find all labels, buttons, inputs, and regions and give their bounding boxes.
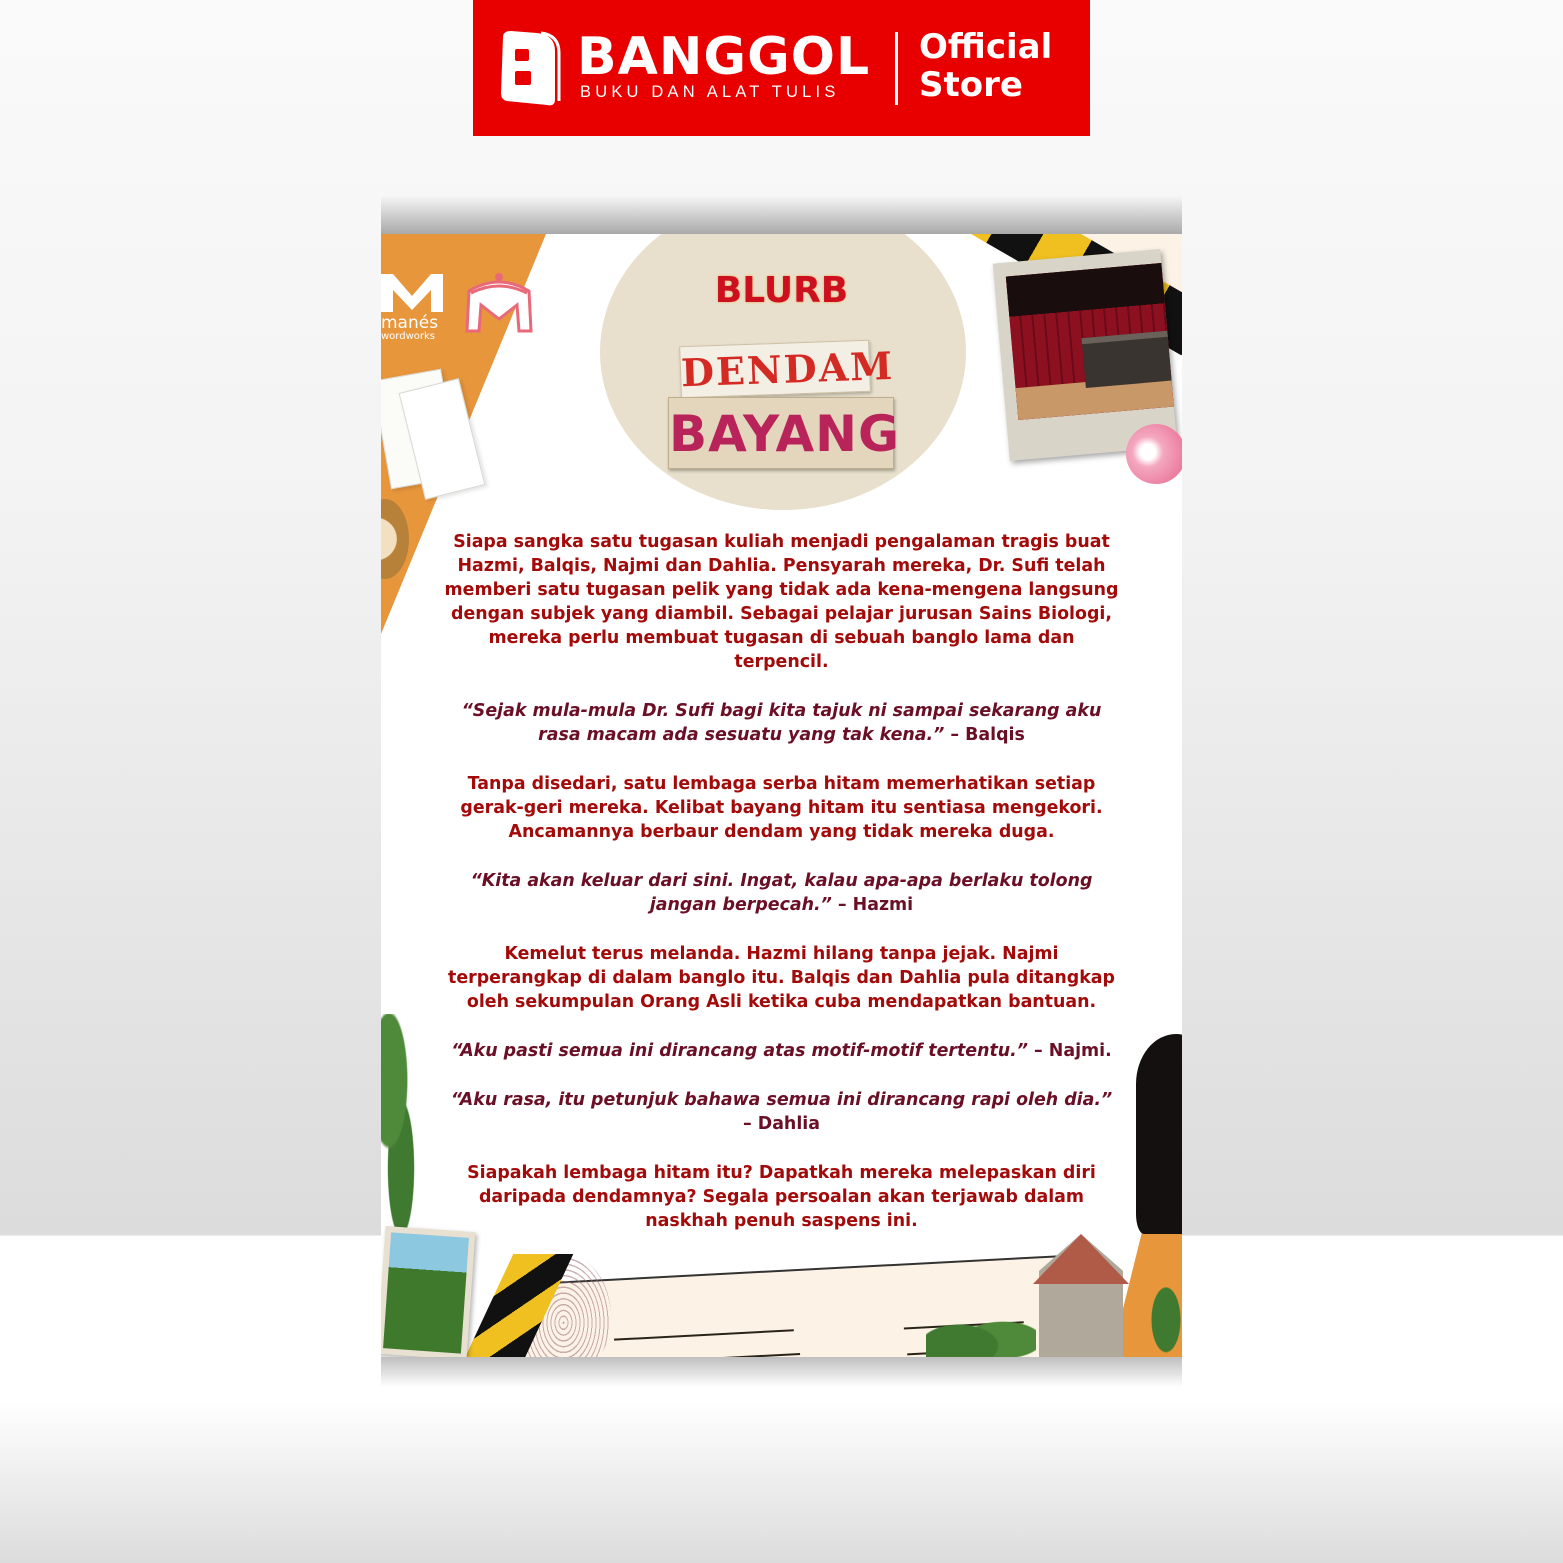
quote-text: “Aku pasti semua ini dirancang atas motif-motif tertentu.” [451,1041,1028,1061]
official-store-label [919,28,1052,104]
text-line: Siapa sangka satu tugasan kuliah menjadi pengalaman tragis buat [453,532,1110,552]
text-line: terperangkap di dalam banglo itu. Balqis dan Dahlia pula ditangkap [448,968,1115,988]
text-line: “Kita akan keluar dari sini. Ingat, kalau apa-apa berlaku tolong [470,871,1093,891]
blurb-paragraph-3 [422,942,1142,1014]
text-line: oleh sekumpulan Orang Asli ketika cuba mendapatkan bantuan. [466,992,1097,1012]
text-line: gerak-geri mereka. Kelibat bayang hitam itu sentiasa mengekori. [460,798,1103,818]
waterfall-photo [381,1226,475,1357]
official-line-2: Store [919,65,1023,105]
text-line [422,893,1142,917]
text-line: naskhah penuh saspens ini. [645,1211,918,1231]
quote-najmi [422,1039,1142,1063]
quote-attribution: – Dahlia [743,1114,820,1134]
brand-name: BANGGOL [577,27,871,87]
quote-attribution: – Hazmi [831,895,914,915]
text-line: terpencil. [734,652,829,672]
quote-balqis [422,699,1142,747]
publisher-name [381,313,439,344]
lecture-hall-image [1006,263,1174,420]
poster-top-shadow [381,195,1182,235]
quote-dahlia [422,1088,1142,1136]
quote-hazmi [422,869,1142,917]
publisher-subtitle: wordworks [381,331,435,342]
blurb-paragraph-2 [422,772,1142,844]
text-line: “Sejak mula-mula Dr. Sufi bagi kita tajuk ni sampai sekarang aku [461,701,1102,721]
hall-desk [1082,330,1172,388]
text-line: “Aku rasa, itu petunjuk bahawa semua ini dirancang rapi oleh dia.” [450,1090,1113,1110]
text-line [422,1039,1142,1063]
text-line: Hazmi, Balqis, Najmi dan Dahlia. Pensyarah mereka, Dr. Sufi telah [457,556,1106,576]
book-title-artwork [668,339,901,474]
text-line: Siapakah lembaga hitam itu? Dapatkah mereka melepaskan diri [467,1163,1096,1183]
blurb-text [381,530,1182,1233]
title-word-dendam: DENDAM [679,340,871,399]
banggol-book-logo-icon [497,27,563,109]
poster-bottom-shadow [381,1357,1182,1387]
quote-attribution: – Balqis [944,725,1025,745]
quote-text: jangan berpecah.” [649,895,832,915]
text-line: dengan subjek yang diambil. Sebagai pelajar jurusan Sains Biologi, [451,604,1112,624]
brand-tagline: BUKU DAN ALAT TULIS [580,83,840,101]
blurb-poster [381,234,1182,1357]
text-line: memberi satu tugasan pelik yang tidak ada kena-mengena langsung [444,580,1119,600]
blurb-label: BLURB [714,270,849,311]
plant-decoration-bottom-right [1141,1264,1182,1357]
text-line: Tanpa disedari, satu lembaga serba hitam memerhatikan setiap [467,774,1096,794]
text-line [422,723,1142,747]
banner-divider [895,32,898,105]
store-banner [473,0,1090,136]
publisher-title: manés [381,313,439,333]
quote-text: rasa macam ada sesuatu yang tak kena.” [538,725,945,745]
quote-attribution: – Najmi. [1028,1041,1112,1061]
official-line-1: Official [919,27,1053,67]
text-line: mereka perlu membuat tugasan di sebuah banglo lama dan [488,628,1075,648]
blurb-paragraph-4 [422,1161,1142,1233]
plant-decoration-bottom [926,1304,1036,1357]
blurb-paragraph-1 [422,530,1142,674]
text-line: Ancamannya berbaur dendam yang tidak mereka duga. [508,822,1055,842]
waterfall-image [383,1232,469,1353]
text-line: Kemelut terus melanda. Hazmi hilang tanpa jejak. Najmi [504,944,1059,964]
paper-line [614,1329,794,1340]
text-line: daripada dendamnya? Segala persoalan akan terjawab dalam [478,1187,1085,1207]
title-word-bayang: BAYANG [668,397,894,469]
